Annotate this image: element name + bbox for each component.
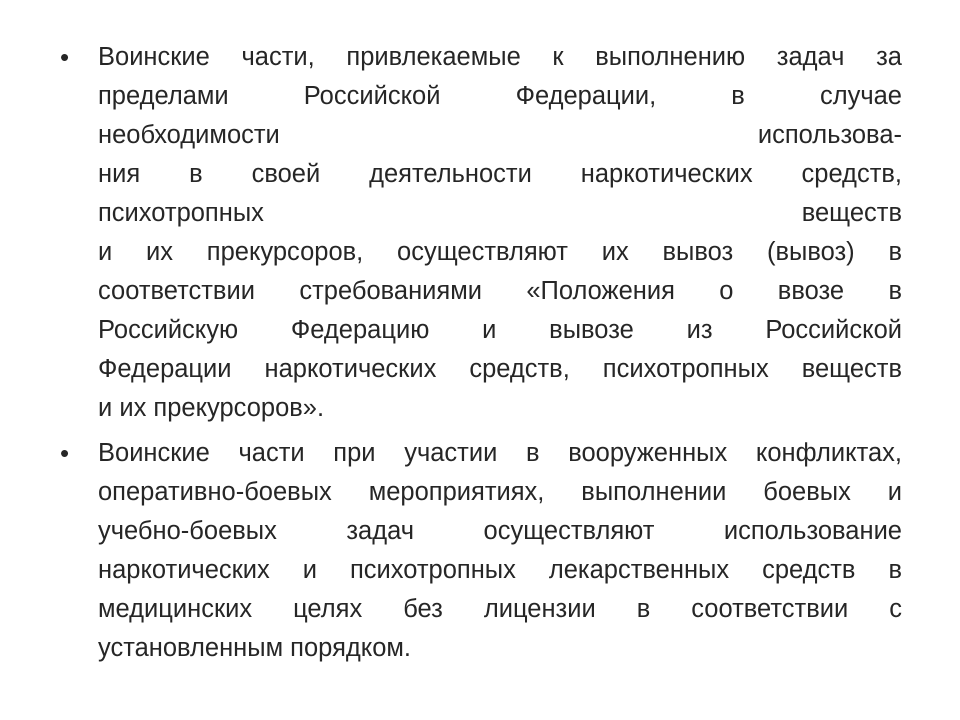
- text-line: оперативно-боевых мероприятиях, выполнении боевых и: [98, 478, 902, 506]
- bullet-list: [60, 38, 902, 674]
- text-line: медицинских целях без лицензии в соответствии с: [98, 595, 902, 623]
- text-line: Воинские части при участии в вооруженных конфликтах,: [98, 439, 902, 467]
- text-line: ния в своей деятельности наркотических средств,: [98, 160, 902, 188]
- bullet-marker: •: [60, 42, 70, 72]
- text-line: соответствии стребованиями «Положения о ввозе в: [98, 277, 902, 305]
- bullet-item-1: [60, 38, 902, 428]
- text-line: и их прекурсоров, осуществляют их вывоз (вывоз) в: [98, 238, 902, 266]
- text-line: психотропных веществ: [98, 199, 902, 227]
- text-line: учебно-боевых задач осуществляют использование: [98, 517, 902, 545]
- text-line: пределами Российской Федерации, в случае: [98, 82, 902, 110]
- text-line: наркотических и психотропных лекарственных средств в: [98, 556, 902, 584]
- text-line: необходимости использова-: [98, 121, 902, 149]
- text-line: Воинские части, привлекаемые к выполнению задач за: [98, 43, 902, 71]
- bullet-marker: •: [60, 438, 70, 468]
- text-line: Российскую Федерацию и вывозе из Российской: [98, 316, 902, 344]
- text-line: установленным порядком.: [98, 634, 411, 662]
- text-line: и их прекурсоров».: [98, 394, 325, 422]
- text-line: Федерации наркотических средств, психотропных веществ: [98, 355, 902, 383]
- bullet-item-2: [60, 434, 902, 668]
